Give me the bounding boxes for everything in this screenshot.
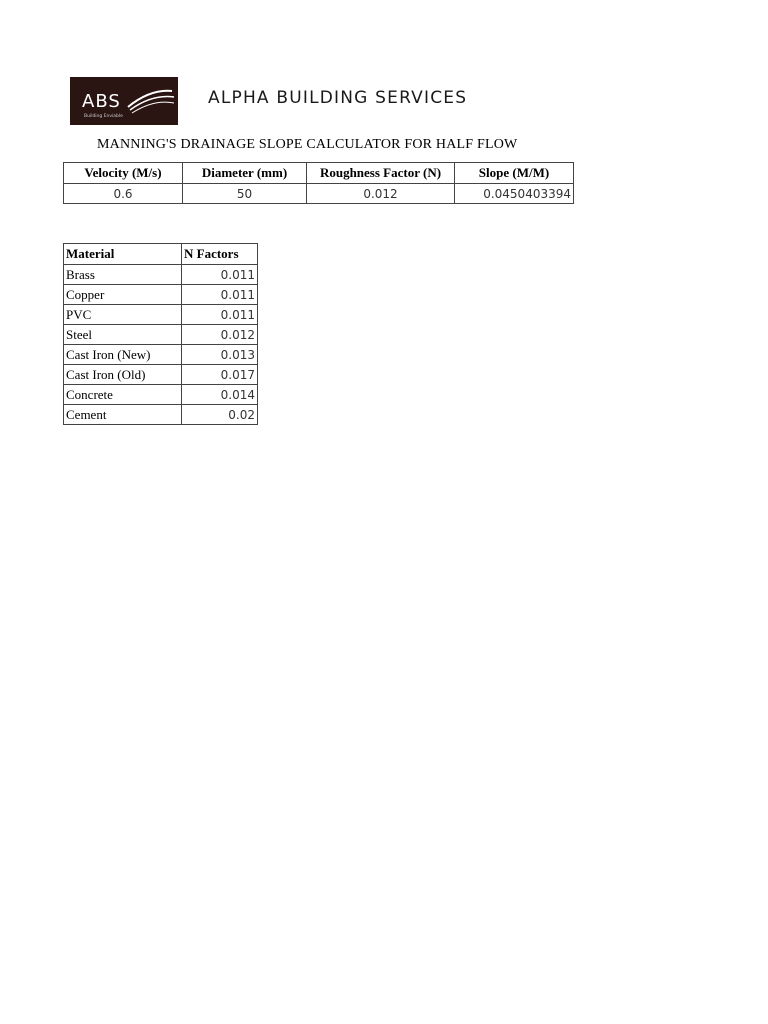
calculator-title: MANNING'S DRAINAGE SLOPE CALCULATOR FOR HALF FLOW (97, 137, 518, 152)
diameter-header: Diameter (mm) (183, 163, 307, 184)
calculator-table (63, 162, 574, 204)
n-factor: 0.011 (182, 285, 258, 305)
material-name: Steel (64, 325, 182, 345)
velocity-input[interactable]: 0.6 (64, 184, 183, 204)
table-row (64, 265, 258, 285)
table-row (64, 345, 258, 365)
table-row (64, 385, 258, 405)
material-header: Material (64, 244, 182, 265)
logo-graphic (70, 77, 178, 125)
n-factor: 0.011 (182, 265, 258, 285)
material-name: Concrete (64, 385, 182, 405)
material-name: Copper (64, 285, 182, 305)
material-name: PVC (64, 305, 182, 325)
company-name: ALPHA BUILDING SERVICES (208, 88, 468, 108)
material-name: Brass (64, 265, 182, 285)
table-row (64, 365, 258, 385)
roughness-input[interactable]: 0.012 (307, 184, 455, 204)
roughness-header: Roughness Factor (N) (307, 163, 455, 184)
company-logo (70, 77, 178, 125)
n-factor: 0.011 (182, 305, 258, 325)
material-name: Cast Iron (New) (64, 345, 182, 365)
calculator-header-row (64, 163, 574, 184)
n-factor: 0.012 (182, 325, 258, 345)
table-row (64, 285, 258, 305)
slope-result: 0.0450403394 (455, 184, 574, 204)
n-factor: 0.013 (182, 345, 258, 365)
table-row (64, 405, 258, 425)
materials-header-row (64, 244, 258, 265)
material-name: Cast Iron (Old) (64, 365, 182, 385)
diameter-input[interactable]: 50 (183, 184, 307, 204)
materials-table (63, 243, 258, 425)
logo-tagline: Building Enviable (84, 114, 123, 119)
table-row (64, 305, 258, 325)
n-factor: 0.014 (182, 385, 258, 405)
n-factor-header: N Factors (182, 244, 258, 265)
material-name: Cement (64, 405, 182, 425)
calculator-value-row (64, 184, 574, 204)
table-row (64, 325, 258, 345)
slope-header: Slope (M/M) (455, 163, 574, 184)
logo-text: ABS (82, 91, 121, 112)
n-factor: 0.017 (182, 365, 258, 385)
velocity-header: Velocity (M/s) (64, 163, 183, 184)
n-factor: 0.02 (182, 405, 258, 425)
